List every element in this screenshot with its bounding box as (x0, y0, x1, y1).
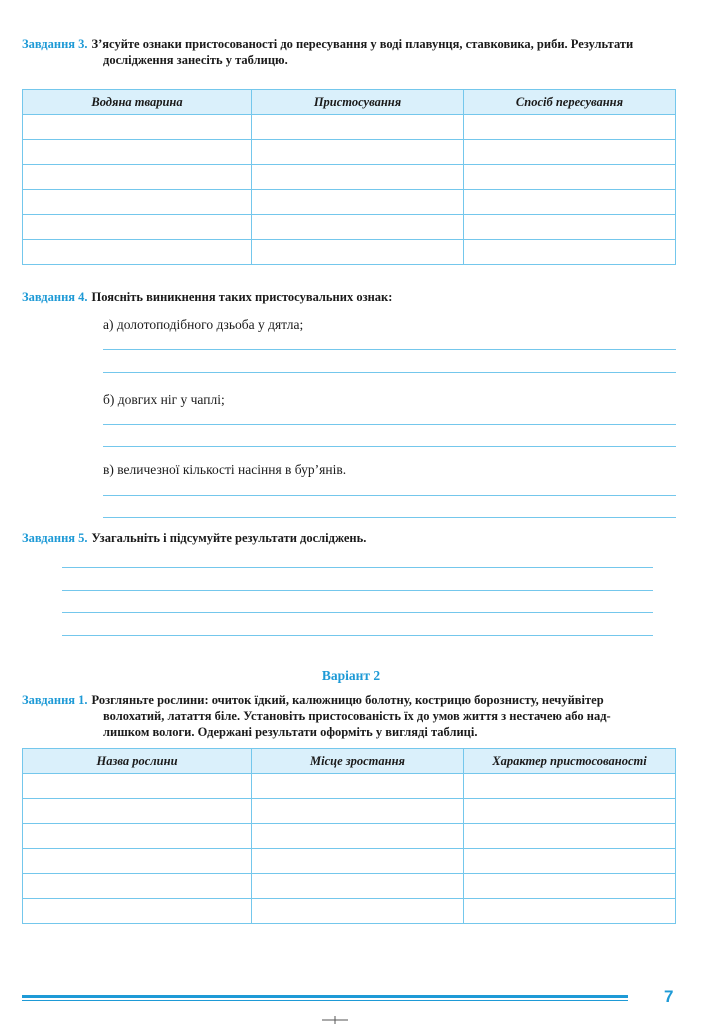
answer-line[interactable] (62, 567, 653, 568)
table2-body (23, 774, 676, 924)
table-cell[interactable] (23, 824, 252, 849)
header-plant-name: Назва рослини (23, 749, 252, 774)
table-cell[interactable] (464, 140, 676, 165)
table-cell[interactable] (252, 874, 464, 899)
table-row (23, 799, 676, 824)
table-cell[interactable] (252, 115, 464, 140)
table-header-row (23, 90, 676, 115)
footer-rule (22, 995, 628, 998)
header-movement-method: Спосіб пересування (464, 90, 676, 115)
table-cell[interactable] (464, 899, 676, 924)
table-cell[interactable] (23, 899, 252, 924)
task-1-label: Завдання 1. (22, 693, 88, 707)
task-5-text: Узагальніть і підсумуйте результати досліджень. (91, 531, 367, 545)
table-header-row (23, 749, 676, 774)
table-row (23, 215, 676, 240)
table-aquatic-animals (22, 89, 676, 265)
table-cell[interactable] (464, 240, 676, 265)
table-row (23, 165, 676, 190)
table-cell[interactable] (23, 240, 252, 265)
table-cell[interactable] (252, 824, 464, 849)
table-cell[interactable] (252, 799, 464, 824)
table-row (23, 115, 676, 140)
table-cell[interactable] (464, 824, 676, 849)
answer-line[interactable] (103, 349, 676, 350)
task-4-text: Поясніть виникнення таких пристосувальних ознак: (91, 290, 393, 304)
header-aquatic-animal: Водяна тварина (23, 90, 252, 115)
task-5-heading (22, 530, 678, 546)
table-row (23, 849, 676, 874)
table-plants (22, 748, 676, 924)
task-1-heading (22, 692, 678, 708)
table-cell[interactable] (23, 799, 252, 824)
table-cell[interactable] (252, 190, 464, 215)
task-1-text-line1: Розгляньте рослини: очиток їдкий, калюжницю болотну, кострицю борознисту, нечуйвітер (91, 693, 604, 707)
table-cell[interactable] (464, 874, 676, 899)
table-cell[interactable] (23, 190, 252, 215)
crop-mark-icon (322, 1016, 348, 1024)
table-cell[interactable] (23, 215, 252, 240)
table-cell[interactable] (464, 215, 676, 240)
answer-line[interactable] (103, 424, 676, 425)
answer-line[interactable] (103, 517, 676, 518)
variant-heading: Варіант 2 (321, 668, 381, 683)
table-cell[interactable] (23, 115, 252, 140)
task-1-text-line3: лишком вологи. Одержані результати оформіть у вигляді таблиці. (103, 725, 478, 739)
header-growth-place: Місце зростання (252, 749, 464, 774)
table-row (23, 874, 676, 899)
task-4-item-a: а) долотоподібного дзьоба у дятла; (103, 317, 304, 332)
table-cell[interactable] (23, 165, 252, 190)
answer-line[interactable] (103, 446, 676, 447)
task-5-label: Завдання 5. (22, 531, 88, 545)
answer-line[interactable] (103, 372, 676, 373)
table-cell[interactable] (464, 190, 676, 215)
task-3-text-line2: дослідження занесіть у таблицю. (103, 53, 288, 67)
table-row (23, 140, 676, 165)
header-adaptation-type: Характер пристосованості (464, 749, 676, 774)
table-cell[interactable] (252, 899, 464, 924)
task-4-label: Завдання 4. (22, 290, 88, 304)
task-4-item-c: в) величезної кількості насіння в бур’янів. (103, 462, 347, 477)
table-cell[interactable] (464, 165, 676, 190)
table-cell[interactable] (252, 774, 464, 799)
page-number: 7 (664, 987, 674, 1006)
task-4-heading (22, 289, 678, 305)
table-cell[interactable] (23, 874, 252, 899)
table-row (23, 824, 676, 849)
table-cell[interactable] (252, 240, 464, 265)
task-3-heading (22, 36, 678, 52)
answer-line[interactable] (103, 495, 676, 496)
table-row (23, 774, 676, 799)
table-cell[interactable] (464, 774, 676, 799)
table-cell[interactable] (252, 849, 464, 874)
table-cell[interactable] (464, 849, 676, 874)
table-row (23, 190, 676, 215)
task-4-item-b: б) довгих ніг у чаплі; (103, 392, 225, 407)
task-3-text-line1: З’ясуйте ознаки пристосованості до пересування у воді плавунця, ставковика, риби. Результати (91, 37, 634, 51)
task-3-label: Завдання 3. (22, 37, 88, 51)
answer-line[interactable] (62, 612, 653, 613)
table-cell[interactable] (23, 774, 252, 799)
header-adaptation: Пристосування (252, 90, 464, 115)
table-cell[interactable] (23, 849, 252, 874)
table-row (23, 899, 676, 924)
table-cell[interactable] (23, 140, 252, 165)
table-cell[interactable] (464, 115, 676, 140)
footer-rule-thin (22, 1000, 628, 1001)
table-cell[interactable] (252, 140, 464, 165)
answer-line[interactable] (62, 590, 653, 591)
table-cell[interactable] (252, 215, 464, 240)
task-1-text-line2: волохатий, латаття біле. Установіть пристосованість їх до умов життя з нестачею або над- (103, 709, 611, 723)
answer-line[interactable] (62, 635, 653, 636)
table-row (23, 240, 676, 265)
table-cell[interactable] (464, 799, 676, 824)
table-cell[interactable] (252, 165, 464, 190)
table1-body (23, 115, 676, 265)
